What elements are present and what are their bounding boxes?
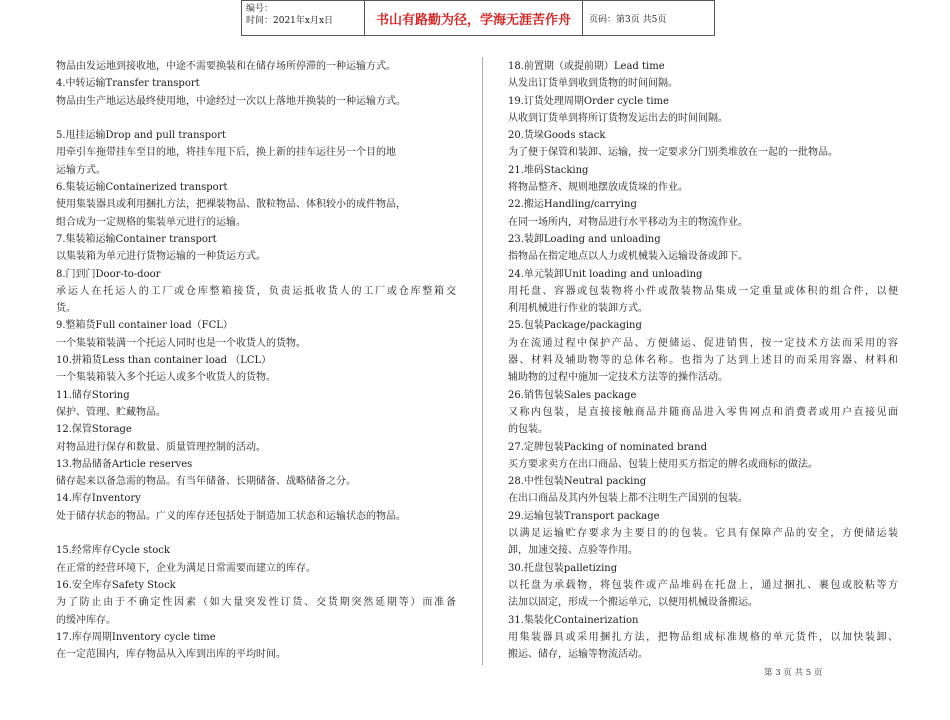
text-line: 组合成为一定规格的集装单元进行的运输。 <box>56 216 246 228</box>
blank-line <box>56 525 456 542</box>
text-line: 对物品进行保存和数量、质量管理控制的活动。 <box>56 441 266 453</box>
header-motto: 书山有路勤为径，学海无涯苦作舟 <box>365 1 583 35</box>
text-line: 的包装。 <box>508 424 548 436</box>
text-line: 8.门到门Door-to-door <box>56 268 161 280</box>
text-line: 为了便于保管和装卸、运输，按一定要求分门别类堆放在一起的一批物品。 <box>508 147 838 159</box>
text-line: 10.拼箱货Less than container load （LCL） <box>56 355 272 367</box>
header-page-info: 页码：第3页 共5页 <box>589 14 667 25</box>
text-line: 22.搬运Handling/carrying <box>508 199 637 211</box>
text-line: 16.安全库存Safety Stock <box>56 579 176 591</box>
text-line: 17.库存周期Inventory cycle time <box>56 631 216 643</box>
text-line: 将物品整齐、规则地摆放成货垛的作业。 <box>508 182 688 194</box>
text-line: 利用机械进行作业的装卸方式。 <box>508 303 648 315</box>
text-line: 物品由发运地到接收地，中途不需要换装和在储存场所停滞的一种运输方式。 <box>56 61 396 72</box>
page-header <box>241 0 715 36</box>
text-line: 处于储存状态的物品。广义的库存还包括处于制造加工状态和运输状态的物品。 <box>56 510 406 522</box>
text-line: 卸，加速交接、点验等作用。 <box>508 545 638 557</box>
text-line: 12.保管Storage <box>56 424 132 436</box>
text-line: 27.定牌包装Packing of nominated brand <box>508 441 707 453</box>
text-line: 辅助物的过程中施加一定技术方法等的操作活动。 <box>508 372 728 384</box>
text-line: 一个集装箱装满一个托运人同时也是一个收货人的货物。 <box>56 337 306 349</box>
text-line: 4.中转运输Transfer transport <box>56 78 200 90</box>
text-line: 26.销售包装Sales package <box>508 389 637 401</box>
text-line: 在正常的经营环境下，企业为满足日常需要而建立的库存。 <box>56 562 316 574</box>
text-line: 储存起来以备急需的物品。有当年储备、长期储备、战略储备之分。 <box>56 476 356 488</box>
text-line: 5.甩挂运输Drop and pull transport <box>56 130 226 142</box>
text-line: 在出口商品及其内外包装上都不注明生产国别的包装。 <box>508 493 748 505</box>
header-time-label: 时间：2021年x月x日 <box>246 16 334 26</box>
text-line: 19.订货处理周期Order cycle time <box>508 95 669 107</box>
text-line: 7.集装箱运输Container transport <box>56 233 217 245</box>
text-line: 法加以固定，形成一个搬运单元，以便用机械设备搬运。 <box>508 597 758 609</box>
header-meta <box>242 1 365 35</box>
text-line: 一个集装箱装入多个托运人或多个收货人的货物。 <box>56 372 276 384</box>
text-line: 搬运、储存，运输等物流活动。 <box>508 649 648 661</box>
text-line: 为了防止由于不确定性因素（如大量突发性订货、交货期突然延期等）而准备 <box>56 597 456 609</box>
text-line: 保护、管理、贮藏物品。 <box>56 406 166 418</box>
text-line: 11.储存Storing <box>56 389 130 401</box>
blank-line <box>56 110 456 127</box>
text-line: 28.中性包装Neutral packing <box>508 476 647 488</box>
text-line: 以满足运输贮存要求为主要目的的包装。它具有保障产品的安全，方便储运装 <box>508 528 898 540</box>
right-column <box>508 58 898 663</box>
text-line: 物品由生产地运达最终使用地，中途经过一次以上落地并换装的一种运输方式。 <box>56 95 406 107</box>
text-line: 指物品在指定地点以人力或机械装入运输设备或卸下。 <box>508 251 748 263</box>
text-line: 为在流通过程中保护产品、方便储运、促进销售，按一定技术方法而采用的容 <box>508 337 898 349</box>
text-line: 器、材料及辅助物等的总体名称。也指为了达到上述目的而采用容器、材料和 <box>508 355 898 367</box>
text-line: 6.集装运输Containerized transport <box>56 182 228 194</box>
text-line: 在同一场所内，对物品进行水平移动为主的物流作业。 <box>508 216 748 228</box>
text-line: 15.经常库存Cycle stock <box>56 545 170 557</box>
text-line: 运输方式。 <box>56 164 106 176</box>
text-line: 从发出订货单到收到货物的时间间隔。 <box>508 78 678 90</box>
header-number-label: 编号： <box>246 4 274 14</box>
text-line: 货。 <box>56 303 76 315</box>
text-line: 23.装卸Loading and unloading <box>508 233 661 245</box>
text-line: 14.库存Inventory <box>56 493 141 505</box>
text-line: 使用集装器具或利用捆扎方法，把裸装物品、散粒物品、体积较小的成件物品， <box>56 199 406 211</box>
text-line: 9.整箱货Full container load（FCL） <box>56 320 233 332</box>
text-line: 18.前置期（或提前期）Lead time <box>508 61 665 72</box>
column-divider <box>482 57 483 665</box>
text-line: 在一定范围内，库存物品从入库到出库的平均时间。 <box>56 649 286 661</box>
page-footer: 第 3 页 共 5 页 <box>764 668 823 678</box>
text-line: 13.物品储备Article reserves <box>56 458 193 470</box>
text-line: 31.集装化Containerization <box>508 614 639 626</box>
text-line: 以托盘为承载物，将包装件或产品堆码在托盘上，通过捆扎、裹包或胶粘等方 <box>508 579 898 591</box>
text-line: 20.货垛Goods stack <box>508 130 606 142</box>
text-line: 30.托盘包装palletizing <box>508 562 618 574</box>
text-line: 买方要求卖方在出口商品、包装上使用买方指定的牌名或商标的做法。 <box>508 458 818 470</box>
text-line: 又称内包装，是直接接触商品并随商品进入零售网点和消费者或用户直接见面 <box>508 406 898 418</box>
text-line: 用托盘、容器或包装物将小件或散装物品集成一定重量或体积的组合件，以便 <box>508 285 898 297</box>
text-line: 24.单元装卸Unit loading and unloading <box>508 268 703 280</box>
text-line: 的缓冲库存。 <box>56 614 116 626</box>
left-column <box>56 58 456 663</box>
text-line: 21.堆码Stacking <box>508 164 589 176</box>
text-line: 用集装器具或采用捆扎方法，把物品组成标准规格的单元货件，以加快装卸、 <box>508 631 898 643</box>
text-line: 用牵引车拖带挂车至目的地，将挂车甩下后，换上新的挂车运往另一个目的地 <box>56 147 396 159</box>
text-line: 从收到订货单到将所订货物发运出去的时间间隔。 <box>508 112 728 124</box>
text-line: 29.运输包装Transport package <box>508 510 660 522</box>
text-line: 25.包装Package/packaging <box>508 320 642 332</box>
text-line: 以集装箱为单元进行货物运输的一种货运方式。 <box>56 251 266 263</box>
text-line: 承运人在托运人的工厂或仓库整箱接货，负责运抵收货人的工厂或仓库整箱交 <box>56 285 456 297</box>
